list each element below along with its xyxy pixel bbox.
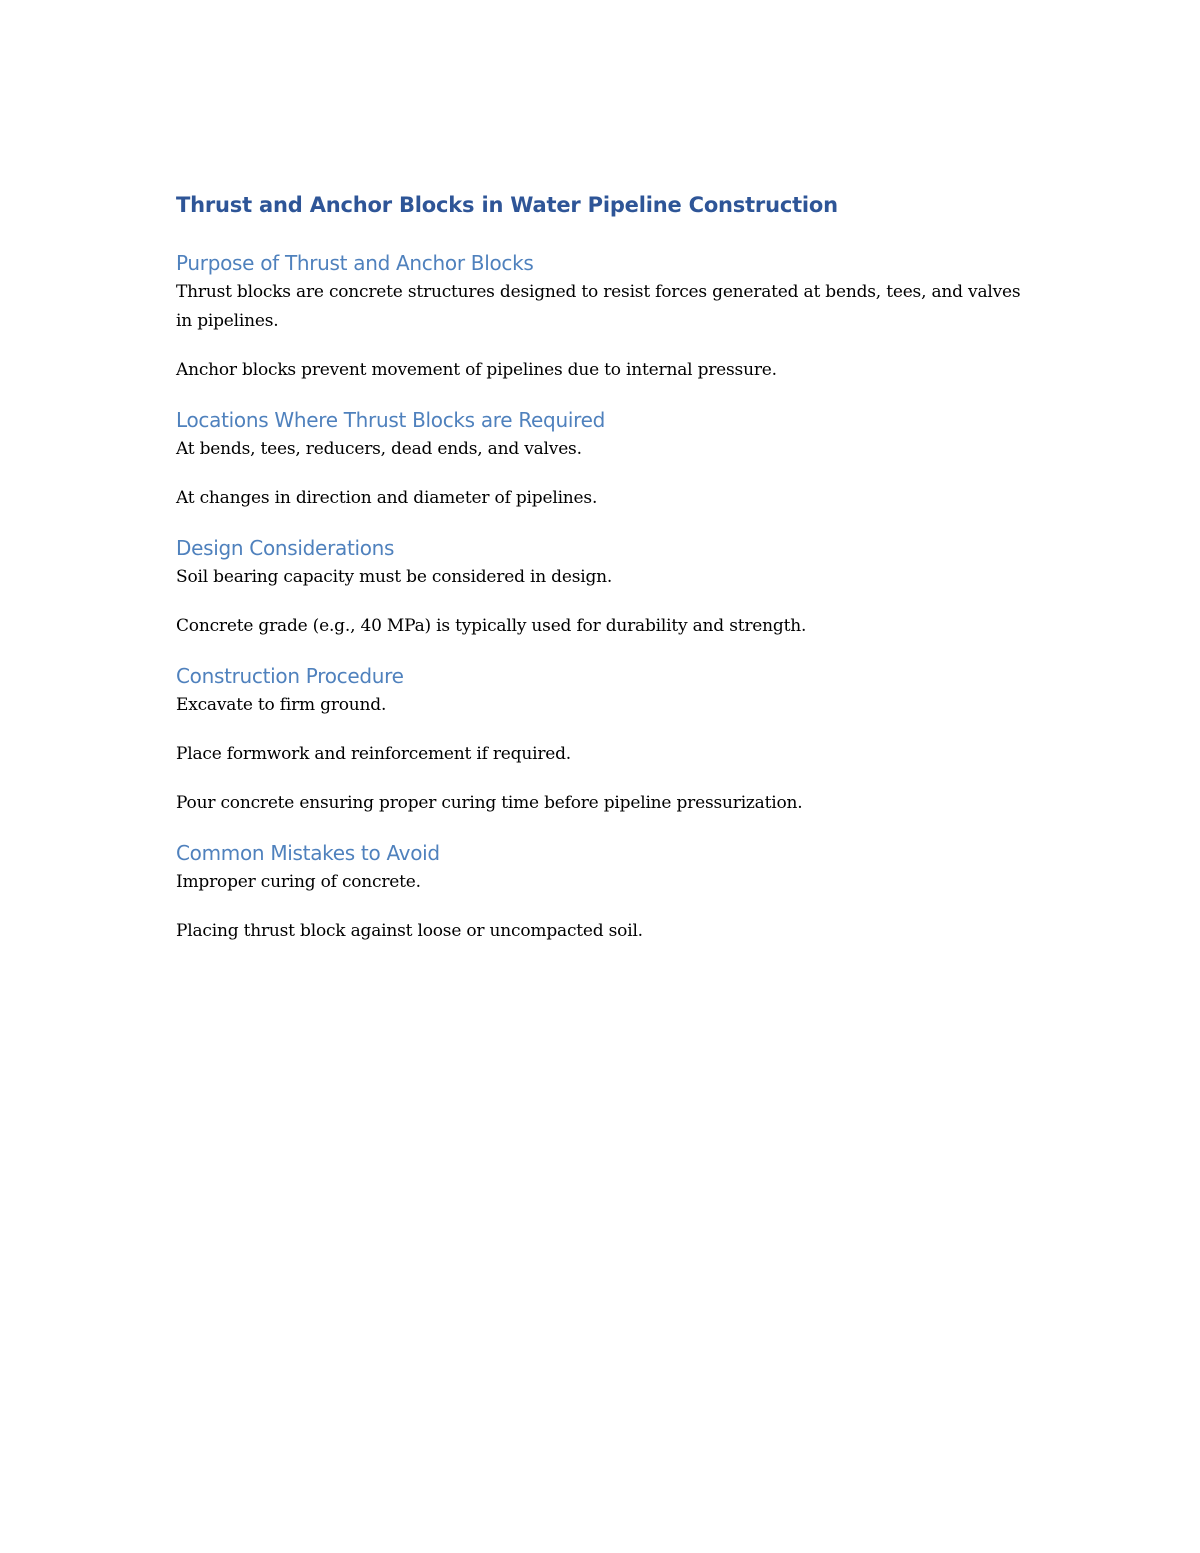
- section-heading: Locations Where Thrust Blocks are Required: [176, 408, 605, 432]
- paragraph: Anchor blocks prevent movement of pipelines due to internal pressure.: [176, 360, 777, 380]
- section-purpose: [176, 248, 1036, 385]
- paragraph: Improper curing of concrete.: [176, 872, 421, 892]
- paragraph: Placing thrust block against loose or uncompacted soil.: [176, 921, 643, 941]
- paragraph: At bends, tees, reducers, dead ends, and valves.: [176, 439, 582, 459]
- paragraph: Concrete grade (e.g., 40 MPa) is typically used for durability and strength.: [176, 616, 807, 636]
- document-body: [176, 188, 1036, 966]
- document-title: Thrust and Anchor Blocks in Water Pipeline Construction: [176, 193, 838, 217]
- paragraph: Place formwork and reinforcement if required.: [176, 744, 571, 764]
- section-heading: Common Mistakes to Avoid: [176, 841, 440, 865]
- section-construction-procedure: [176, 661, 1036, 818]
- section-locations: [176, 405, 1036, 513]
- paragraph: Thrust blocks are concrete structures designed to resist forces generated at bends, tees, and valves in pipelines.: [176, 282, 1021, 331]
- section-heading: Construction Procedure: [176, 664, 404, 688]
- section-heading: Purpose of Thrust and Anchor Blocks: [176, 251, 534, 275]
- paragraph: At changes in direction and diameter of pipelines.: [176, 488, 598, 508]
- section-common-mistakes: [176, 838, 1036, 946]
- section-design-considerations: [176, 533, 1036, 641]
- paragraph: Soil bearing capacity must be considered in design.: [176, 567, 613, 587]
- section-heading: Design Considerations: [176, 536, 395, 560]
- paragraph: Excavate to firm ground.: [176, 695, 387, 715]
- paragraph: Pour concrete ensuring proper curing time before pipeline pressurization.: [176, 793, 803, 813]
